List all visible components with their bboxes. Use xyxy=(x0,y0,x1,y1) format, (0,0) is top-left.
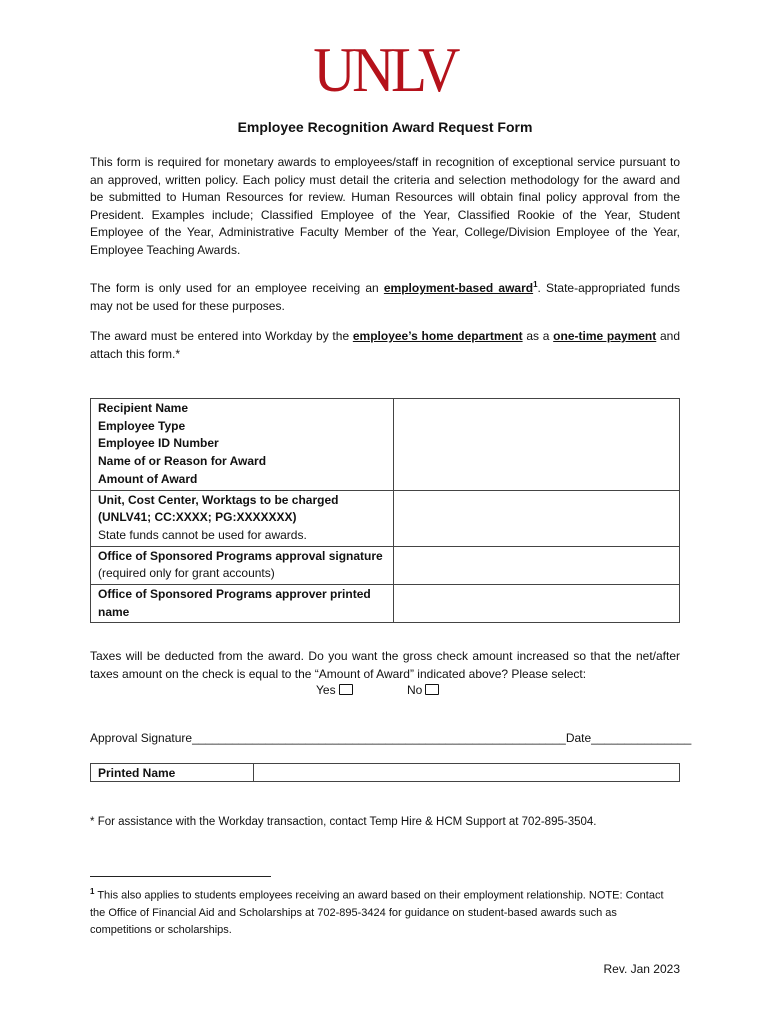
employment-based-award-emphasis: employment-based award xyxy=(383,281,534,295)
footnote-reference: 1 xyxy=(533,280,538,289)
intro-paragraph: This form is required for monetary awards to employees/staff in recognition of exceptional service pursuant to an approved, written policy. Each policy must detail the criteria and selection methodology for the award and be submitted to Human Resources for review. Human Resources will obtain final policy approval from the President. Examples include; Classified Employee of the Year, Classified Rookie of the Year, Student Employee of the Year, Administrative Faculty Member of the Year, College/Division Employee of the Year, Employee Teaching Awards. xyxy=(90,155,680,257)
printed-name-label: Printed Name xyxy=(91,764,254,782)
no-label: No xyxy=(407,683,423,697)
unlv-logo: UNLV xyxy=(313,34,457,105)
field-label: (UNLV41; CC:XXXX; PG:XXXXXXX) xyxy=(98,510,297,525)
table-row xyxy=(91,399,680,491)
field-label: Office of Sponsored Programs approver printed name xyxy=(98,587,371,619)
approval-signature-blank[interactable]: ________________________________________________________ xyxy=(192,731,566,745)
form-title: Employee Recognition Award Request Form xyxy=(237,119,533,135)
field-label: Employee Type xyxy=(98,418,186,433)
field-label: Name of or Reason for Award xyxy=(98,454,267,469)
field-value-cell[interactable] xyxy=(394,546,680,584)
assistance-asterisk: * xyxy=(90,816,95,828)
field-label: Employee ID Number xyxy=(98,436,219,451)
revision-date: Rev. Jan 2023 xyxy=(603,962,680,976)
printed-name-field[interactable] xyxy=(254,764,680,782)
yes-label: Yes xyxy=(316,683,336,697)
field-label: State funds cannot be used for awards. xyxy=(98,527,307,542)
date-blank[interactable]: _______________ xyxy=(591,731,692,745)
assistance-text: For assistance with the Workday transaction, contact Temp Hire & HCM Support at 702-895-3504. xyxy=(97,816,597,828)
footnote-divider xyxy=(90,876,271,877)
workday-text-end: and attach this form.* xyxy=(90,329,681,361)
no-option[interactable] xyxy=(407,683,439,697)
table-row xyxy=(91,490,680,546)
award-details-table xyxy=(90,398,680,623)
yes-checkbox[interactable] xyxy=(339,684,353,695)
yes-option[interactable] xyxy=(316,683,353,697)
table-row xyxy=(91,546,680,584)
approval-signature-label: Approval Signature xyxy=(90,731,193,745)
field-label: Amount of Award xyxy=(98,471,198,486)
no-checkbox[interactable] xyxy=(425,684,439,695)
usage-text: The form is only used for an employee receiving an xyxy=(90,281,384,295)
field-label-cell xyxy=(91,399,394,491)
field-label-cell xyxy=(91,490,394,546)
field-value-cell[interactable] xyxy=(394,490,680,546)
one-time-payment-emphasis: one-time payment xyxy=(553,329,657,343)
field-label: Office of Sponsored Programs approval signature xyxy=(98,548,383,563)
field-label: Unit, Cost Center, Worktags to be charged xyxy=(98,492,339,507)
assistance-note xyxy=(90,816,596,828)
date-label: Date xyxy=(565,731,592,745)
printed-name-table xyxy=(90,763,680,782)
field-label: Recipient Name xyxy=(98,401,189,415)
field-value-cell[interactable] xyxy=(394,585,680,623)
usage-text-end: . State-appropriated funds may not be used for these purposes. xyxy=(90,281,680,313)
usage-paragraph xyxy=(90,276,680,315)
workday-text-middle: as a xyxy=(522,329,554,343)
footnote-number: 1 xyxy=(90,887,95,896)
taxes-question: Taxes will be deducted from the award. Do you want the gross check amount increased so that the net/after taxes amount on the check is equal to the “Amount of Award” indicated above? Please select: xyxy=(90,649,680,681)
field-label: (required only for grant accounts) xyxy=(98,566,275,581)
footnote xyxy=(90,883,680,939)
home-department-emphasis: employee’s home department xyxy=(352,329,523,343)
field-label-cell xyxy=(91,585,394,623)
field-label-cell xyxy=(91,546,394,584)
field-value-cell[interactable] xyxy=(394,399,680,491)
workday-text: The award must be entered into Workday by the xyxy=(90,329,353,343)
approval-signature-line[interactable] xyxy=(90,731,691,745)
footnote-text: This also applies to students employees receiving an award based on their employment relationship. NOTE: Contact the Office of Financial Aid and Scholarships at 702-895-3424 for guidance on student-based awards such as competitions or scholarships. xyxy=(90,889,664,936)
workday-paragraph xyxy=(90,328,680,363)
table-row xyxy=(91,585,680,623)
